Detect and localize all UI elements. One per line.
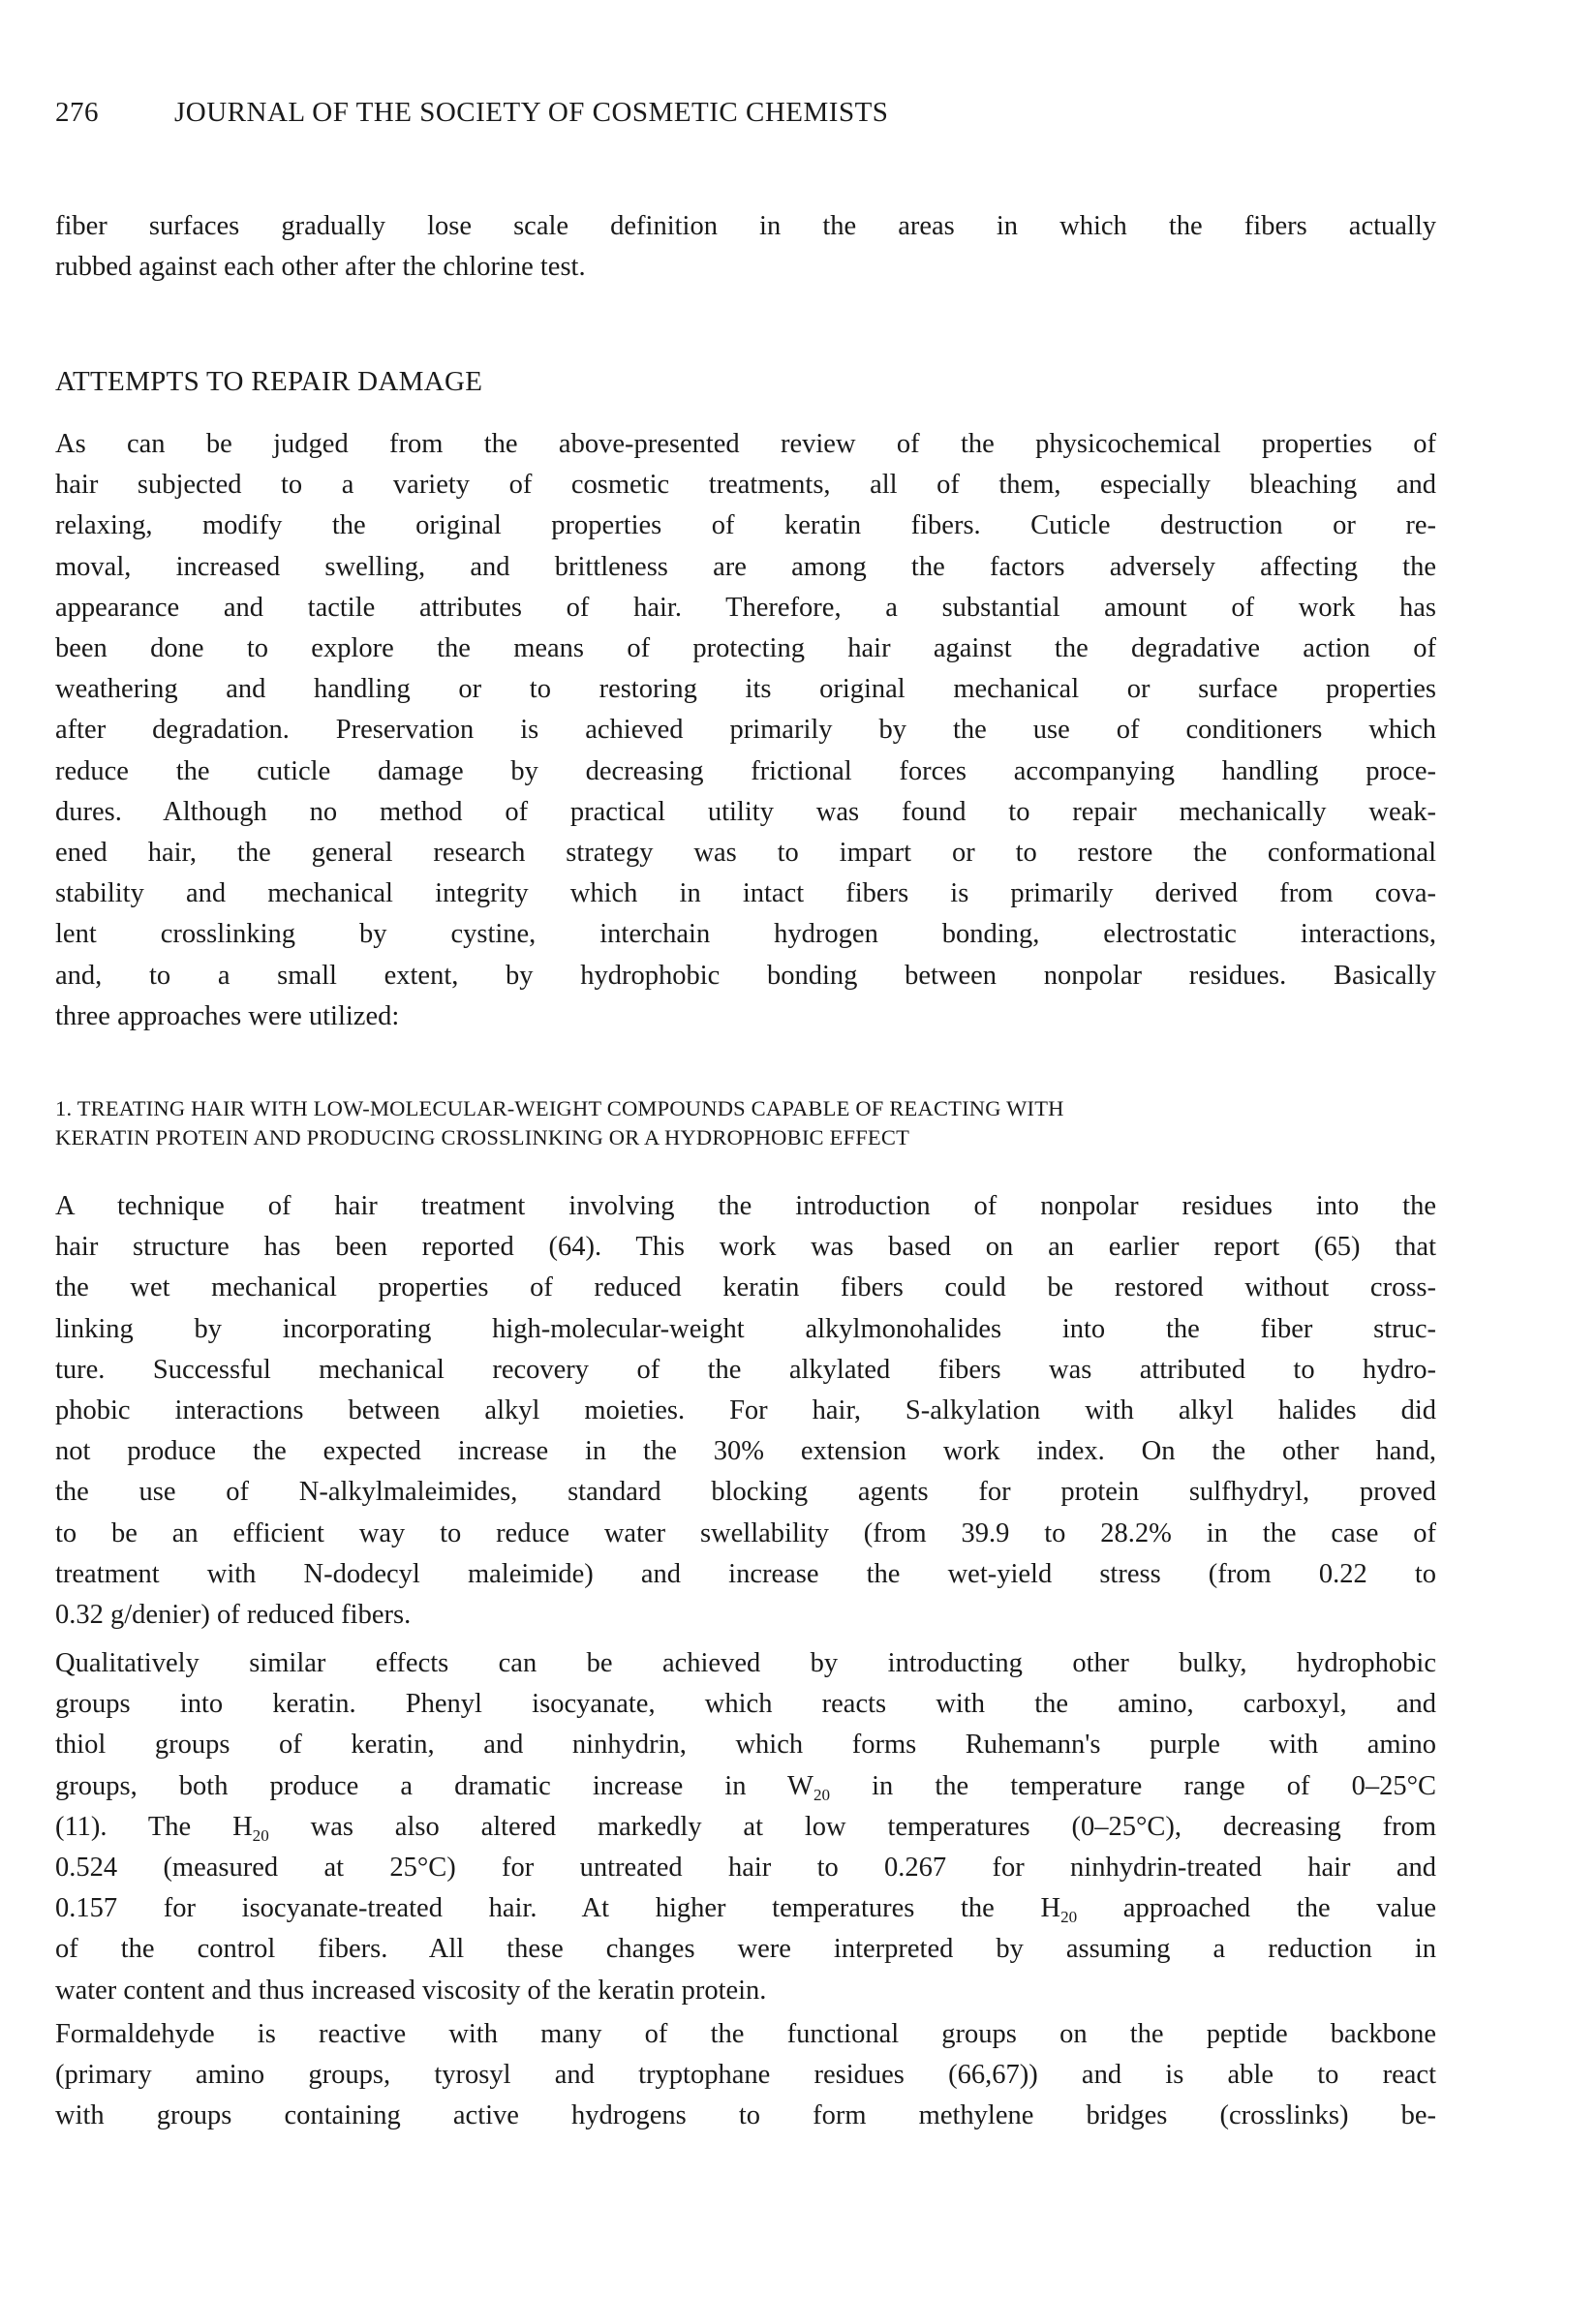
text-line: moval, increased swelling, and brittleness are among the factors adversely affecting the: [55, 551, 1436, 582]
text-line: water content and thus increased viscosity of the keratin protein.: [55, 1975, 767, 2006]
text-line: ened hair, the general research strategy was to impart or to restore the conformational: [55, 838, 1436, 869]
text-line: relaxing, modify the original properties of keratin fibers. Cuticle destruction or re-: [55, 510, 1436, 541]
section-heading: ATTEMPTS TO REPAIR DAMAGE: [55, 366, 483, 397]
text-line: and, to a small extent, by hydrophobic bonding between nonpolar residues. Basically: [55, 960, 1436, 991]
text-line: with groups containing active hydrogens to form methylene bridges (crosslinks) be-: [55, 2100, 1436, 2131]
subsection-heading: [55, 1094, 1436, 1152]
text-line: ture. Successful mechanical recovery of the alkylated fibers was attributed to hydro-: [55, 1354, 1436, 1385]
paragraph-attempts: [55, 424, 1436, 1037]
text-line: groups into keratin. Phenyl isocyanate, which reacts with the amino, carboxyl, and: [55, 1689, 1436, 1720]
text-line: (primary amino groups, tyrosyl and tryptophane residues (66,67)) and is able to react: [55, 2060, 1436, 2091]
text-line: three approaches were utilized:: [55, 1000, 400, 1031]
paragraph-qualitatively: [55, 1643, 1436, 2011]
paragraph-technique: [55, 1186, 1436, 1636]
text-line: treatment with N-dodecyl maleimide) and increase the wet-yield stress (from 0.22 to: [55, 1558, 1436, 1589]
text-line: the wet mechanical properties of reduced keratin fibers could be restored without cross-: [55, 1272, 1436, 1303]
text-line: linking by incorporating high-molecular-weight alkylmonohalides into the fiber struc-: [55, 1313, 1436, 1344]
text-line: weathering and handling or to restoring its original mechanical or surface properties: [55, 674, 1436, 705]
text-line: Formaldehyde is reactive with many of the functional groups on the peptide backbone: [55, 2019, 1436, 2049]
text-line: hair subjected to a variety of cosmetic treatments, all of them, especially bleaching and: [55, 470, 1436, 501]
heading-line: KERATIN PROTEIN AND PRODUCING CROSSLINKING OR A HYDROPHOBIC EFFECT: [55, 1125, 910, 1149]
text-line: hair structure has been reported (64). This work was based on an earlier report (65) that: [55, 1232, 1436, 1263]
page-number: 276: [55, 97, 99, 128]
text-line: dures. Although no method of practical utility was found to repair mechanically weak-: [55, 796, 1436, 827]
text-line: 0.32 g/denier) of reduced fibers.: [55, 1600, 412, 1631]
text-line: lent crosslinking by cystine, interchain hydrogen bonding, electrostatic interactions,: [55, 919, 1436, 950]
paragraph-continuation: [55, 206, 1436, 288]
text-line: groups, both produce a dramatic increase in $W_{20}$ in the temperature range of 0–25°C: [55, 1770, 1436, 1804]
text-line: not produce the expected increase in the 30% extension work index. On the other hand,: [55, 1436, 1436, 1467]
paragraph-formaldehyde: [55, 2014, 1436, 2137]
text-line: the use of N-alkylmaleimides, standard blocking agents for protein sulfhydryl, proved: [55, 1477, 1436, 1508]
text-line: thiol groups of keratin, and ninhydrin, which forms Ruhemann's purple with amino: [55, 1730, 1436, 1761]
heading-line: 1. TREATING HAIR WITH LOW-MOLECULAR-WEIGHT COMPOUNDS CAPABLE OF REACTING WITH: [55, 1096, 1064, 1120]
text-line: Qualitatively similar effects can be achieved by introducting other bulky, hydrophobic: [55, 1648, 1436, 1678]
text-line: been done to explore the means of protecting hair against the degradative action of: [55, 633, 1436, 664]
text-line: 0.157 for isocyanate-treated hair. At higher temperatures the $H_{20}$ approached the value: [55, 1893, 1436, 1927]
text-line: to be an efficient way to reduce water swellability (from 39.9 to 28.2% in the case of: [55, 1517, 1436, 1548]
text-line: appearance and tactile attributes of hair. Therefore, a substantial amount of work has: [55, 592, 1436, 623]
text-line: phobic interactions between alkyl moieties. For hair, S-alkylation with alkyl halides did: [55, 1395, 1436, 1426]
text-line: (11). The $H_{20}$ was also altered markedly at low temperatures (0–25°C), decreasing from: [55, 1811, 1436, 1845]
text-line: fiber surfaces gradually lose scale definition in the areas in which the fibers actually: [55, 211, 1436, 241]
text-line: after degradation. Preservation is achieved primarily by the use of conditioners which: [55, 715, 1436, 746]
text-line: stability and mechanical integrity which in intact fibers is primarily derived from cova-: [55, 878, 1436, 909]
text-line: rubbed against each other after the chlorine test.: [55, 252, 586, 283]
text-line: A technique of hair treatment involving the introduction of nonpolar residues into the: [55, 1191, 1436, 1221]
journal-title: JOURNAL OF THE SOCIETY OF COSMETIC CHEMISTS: [174, 97, 889, 128]
text-line: As can be judged from the above-presented review of the physicochemical properties of: [55, 429, 1436, 459]
text-line: reduce the cuticle damage by decreasing frictional forces accompanying handling proce-: [55, 755, 1436, 786]
text-line: 0.524 (measured at 25°C) for untreated hair to 0.267 for ninhydrin-treated hair and: [55, 1853, 1436, 1884]
text-line: of the control fibers. All these changes were interpreted by assuming a reduction in: [55, 1934, 1436, 1965]
running-header: [55, 97, 888, 129]
